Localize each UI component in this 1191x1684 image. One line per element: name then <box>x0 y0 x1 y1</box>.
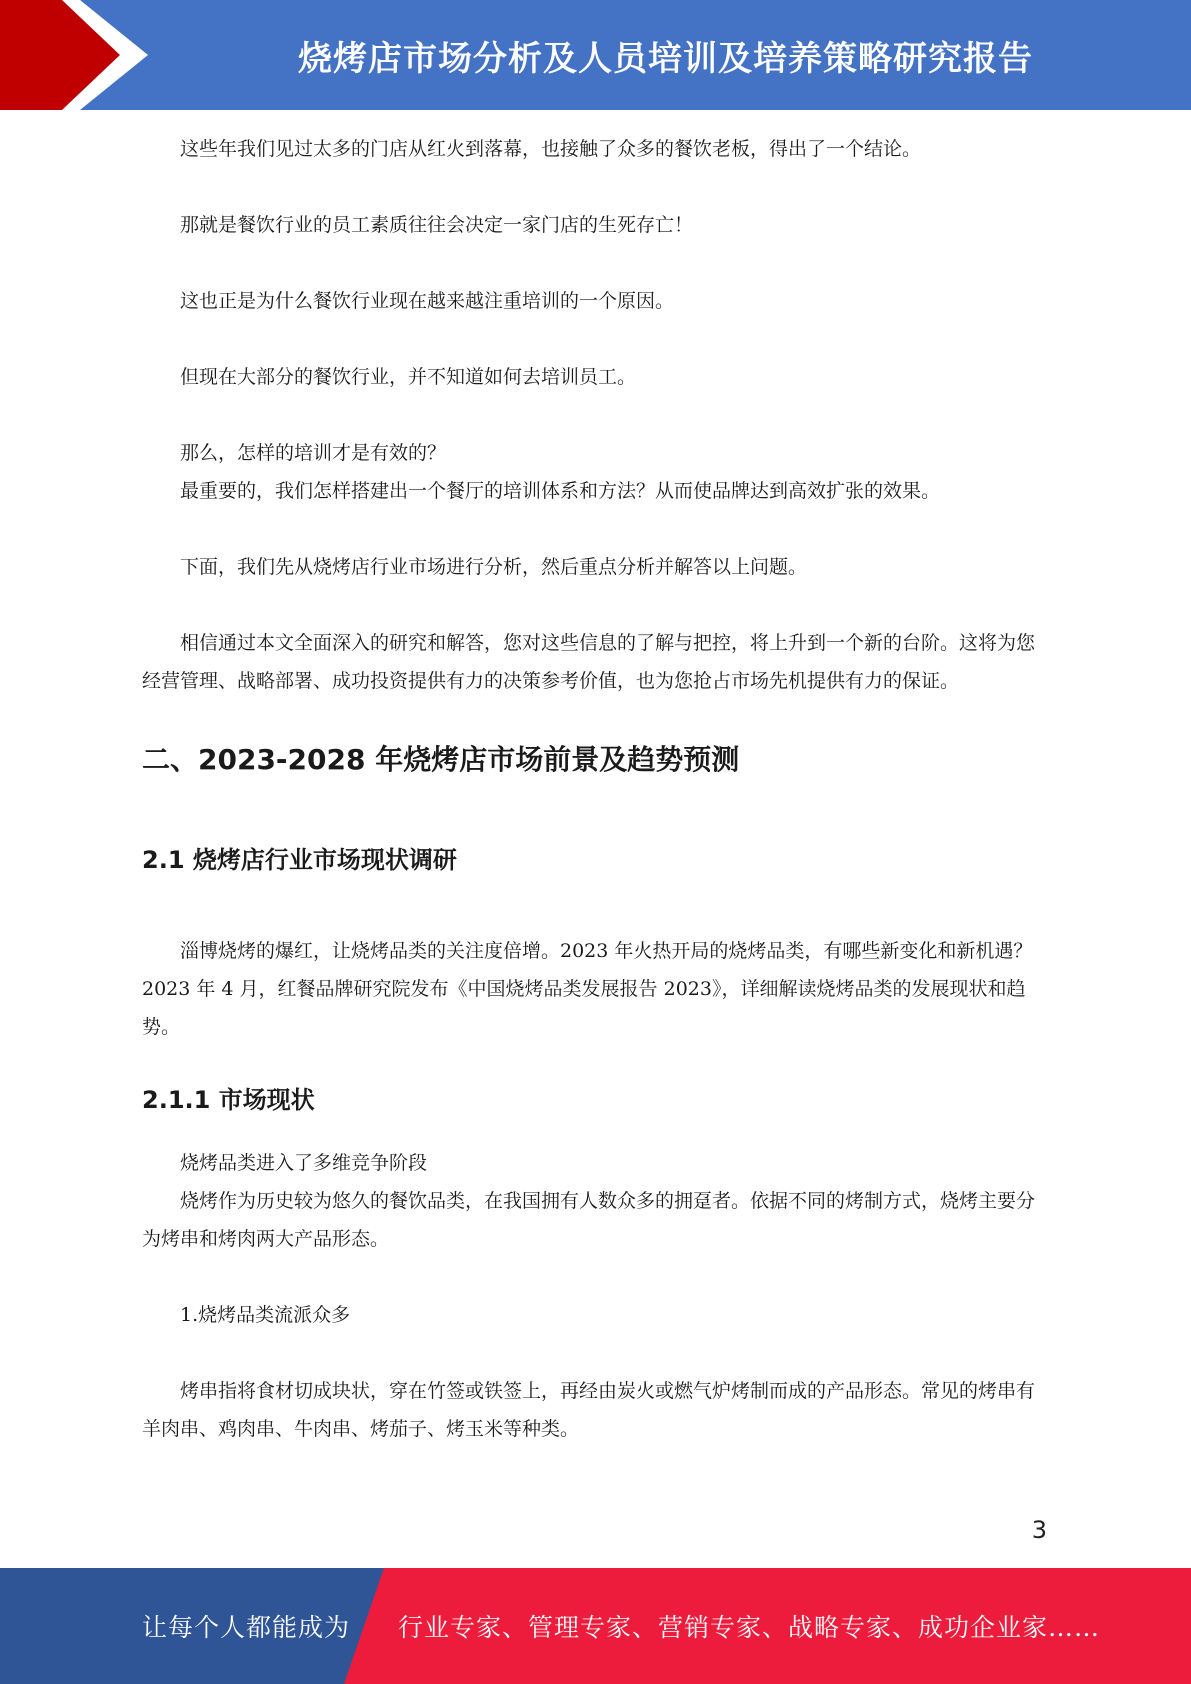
paragraph: 下面，我们先从烧烤店行业市场进行分析，然后重点分析并解答以上问题。 <box>180 556 808 578</box>
paragraph: 淄博烧烤的爆红，让烧烤品类的关注度倍增。2023 年火热开局的烧烤品类，有哪些新变化和新机遇？2023 年 4 月，红餐品牌研究院发布《中国烧烤品类发展报告 2023》，详细解读烧烤品类的发展现状和趋势。 <box>142 940 1033 1038</box>
list-item: 1.烧烤品类流派众多 <box>180 1304 351 1326</box>
paragraph: 相信通过本文全面深入的研究和解答，您对这些信息的了解与把控，将上升到一个新的台阶。这将为您经营管理、战略部署、成功投资提供有力的决策参考价值，也为您抢占市场先机提供有力的保证。 <box>142 632 1036 692</box>
page-number: 3 <box>1031 1516 1047 1544</box>
section-heading: 二、2023-2028 年烧烤店市场前景及趋势预测 <box>142 743 740 776</box>
page-header <box>0 0 1191 110</box>
paragraph: 这些年我们见过太多的门店从红火到落幕，也接触了众多的餐饮老板，得出了一个结论。 <box>180 138 922 160</box>
paragraph: 烤串指将食材切成块状，穿在竹签或铁签上，再经由炭火或燃气炉烤制而成的产品形态。常见的烤串有羊肉串、鸡肉串、牛肉串、烤茄子、烤玉米等种类。 <box>142 1380 1036 1440</box>
page-footer <box>0 1568 1191 1684</box>
paragraph: 最重要的，我们怎样搭建出一个餐厅的培训体系和方法？从而使品牌达到高效扩张的效果。 <box>180 480 941 502</box>
paragraph: 那么，怎样的培训才是有效的？ <box>180 442 447 464</box>
paragraph: 那就是餐饮行业的员工素质往往会决定一家门店的生死存亡！ <box>180 214 694 236</box>
paragraph: 烧烤作为历史较为悠久的餐饮品类，在我国拥有人数众多的拥趸者。依据不同的烤制方式，烧烤主要分为烤串和烤肉两大产品形态。 <box>142 1190 1036 1250</box>
subsection-heading: 2.1.1 市场现状 <box>142 1086 315 1114</box>
footer-slogan-left: 让每个人都能成为 <box>142 1613 351 1642</box>
report-title: 烧烤店市场分析及人员培训及培养策略研究报告 <box>298 38 1033 79</box>
paragraph: 这也正是为什么餐饮行业现在越来越注重培训的一个原因。 <box>180 290 675 312</box>
paragraph: 烧烤品类进入了多维竞争阶段 <box>180 1152 428 1174</box>
paragraph: 但现在大部分的餐饮行业，并不知道如何去培训员工。 <box>180 366 637 388</box>
document-body <box>142 130 1052 1448</box>
subsection-heading: 2.1 烧烤店行业市场现状调研 <box>142 846 457 874</box>
footer-slogan-right: 行业专家、管理专家、营销专家、战略专家、成功企业家…… <box>398 1613 1101 1642</box>
